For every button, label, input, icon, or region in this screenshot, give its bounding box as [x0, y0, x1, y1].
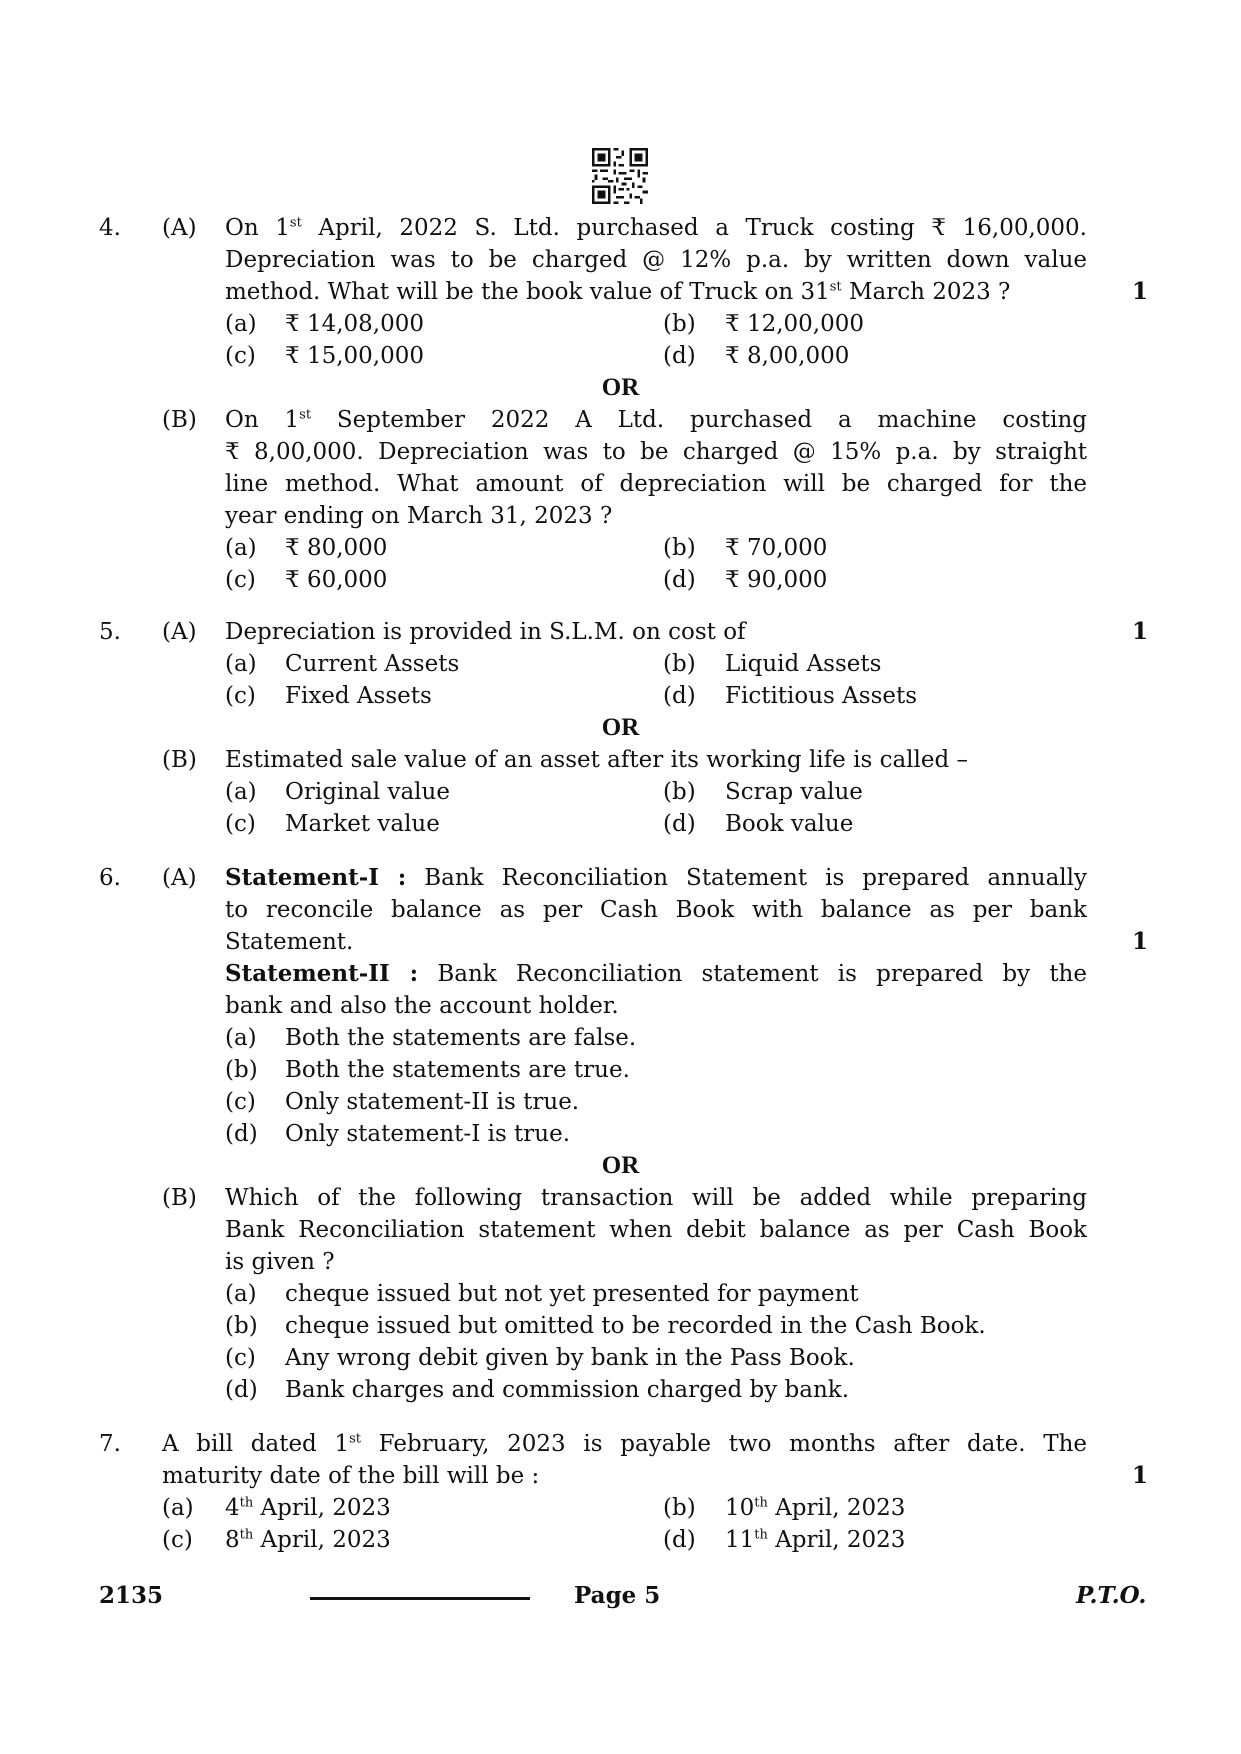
- question-text: Estimated sale value of an asset after its working life is called –: [225, 747, 969, 773]
- option-label: (d): [663, 683, 696, 709]
- question-number: 5.: [99, 619, 121, 645]
- part-label: (A): [162, 865, 197, 891]
- part-label: (B): [162, 747, 197, 773]
- option-label: (d): [225, 1121, 258, 1147]
- question-text: year ending on March 31, 2023 ?: [225, 503, 613, 529]
- option-label: (b): [225, 1057, 258, 1083]
- option-text: Both the statements are true.: [285, 1057, 630, 1083]
- option-text: ₹ 80,000: [285, 535, 388, 561]
- option-label: (c): [225, 1345, 256, 1371]
- option-text: 11th April, 2023: [725, 1527, 906, 1553]
- option-label: (c): [225, 811, 256, 837]
- question-text: Depreciation is provided in S.L.M. on cost of: [225, 619, 746, 645]
- option-label: (d): [663, 567, 696, 593]
- option-text: ₹ 90,000: [725, 567, 828, 593]
- question-text: On 1st April, 2022 S. Ltd. purchased a Truck costing ₹ 16,00,000.: [225, 215, 1087, 241]
- option-text: Only statement-II is true.: [285, 1089, 580, 1115]
- option-label: (a): [162, 1495, 194, 1521]
- question-text: bank and also the account holder.: [225, 993, 619, 1019]
- option-label: (a): [225, 535, 257, 561]
- marks: 1: [1132, 618, 1149, 645]
- option-label: (b): [663, 535, 696, 561]
- option-label: (a): [225, 651, 257, 677]
- option-label: (b): [663, 779, 696, 805]
- option-label: (d): [663, 1527, 696, 1553]
- option-label: (d): [663, 343, 696, 369]
- part-label: (B): [162, 407, 197, 433]
- option-label: (c): [225, 343, 256, 369]
- footer-rule: [310, 1597, 530, 1600]
- option-label: (d): [663, 811, 696, 837]
- option-text: cheque issued but omitted to be recorded in the Cash Book.: [285, 1313, 986, 1339]
- option-label: (c): [225, 1089, 256, 1115]
- option-text: ₹ 15,00,000: [285, 343, 424, 369]
- question-text: maturity date of the bill will be :: [162, 1463, 540, 1489]
- page-number: Page 5: [574, 1582, 661, 1609]
- question-text: to reconcile balance as per Cash Book with balance as per bank: [225, 897, 1087, 923]
- option-text: Scrap value: [725, 779, 863, 805]
- option-text: Any wrong debit given by bank in the Pass Book.: [285, 1345, 855, 1371]
- part-label: (A): [162, 215, 197, 241]
- option-text: Book value: [725, 811, 854, 837]
- question-text: Statement-II : Bank Reconciliation statement is prepared by the: [225, 960, 1087, 987]
- question-text: line method. What amount of depreciation will be charged for the: [225, 471, 1087, 497]
- option-label: (a): [225, 779, 257, 805]
- marks: 1: [1132, 1462, 1149, 1489]
- or-separator: OR: [601, 1152, 640, 1179]
- question-number: 7.: [99, 1431, 121, 1457]
- question-text: method. What will be the book value of Truck on 31st March 2023 ?: [225, 279, 1011, 305]
- question-number: 4.: [99, 215, 121, 241]
- option-text: Only statement-I is true.: [285, 1121, 571, 1147]
- marks: 1: [1132, 278, 1149, 305]
- or-separator: OR: [601, 374, 640, 401]
- or-separator: OR: [601, 714, 640, 741]
- option-text: Both the statements are false.: [285, 1025, 637, 1051]
- option-label: (a): [225, 311, 257, 337]
- question-text: Statement.: [225, 929, 354, 955]
- option-text: Bank charges and commission charged by bank.: [285, 1377, 850, 1403]
- option-label: (c): [225, 683, 256, 709]
- option-label: (a): [225, 1025, 257, 1051]
- option-label: (d): [225, 1377, 258, 1403]
- option-text: ₹ 60,000: [285, 567, 388, 593]
- part-label: (A): [162, 619, 197, 645]
- option-label: (b): [663, 651, 696, 677]
- option-text: ₹ 8,00,000: [725, 343, 850, 369]
- option-text: ₹ 70,000: [725, 535, 828, 561]
- option-text: cheque issued but not yet presented for payment: [285, 1281, 859, 1307]
- option-text: Fictitious Assets: [725, 683, 918, 709]
- question-text: Depreciation was to be charged @ 12% p.a. by written down value: [225, 247, 1087, 273]
- option-text: Original value: [285, 779, 450, 805]
- question-number: 6.: [99, 865, 121, 891]
- option-text: 8th April, 2023: [225, 1527, 391, 1553]
- question-text: is given ?: [225, 1249, 335, 1275]
- question-text: Bank Reconciliation statement when debit balance as per Cash Book: [225, 1217, 1087, 1243]
- question-text: Which of the following transaction will be added while preparing: [225, 1185, 1087, 1211]
- question-text: On 1st September 2022 A Ltd. purchased a machine costing: [225, 407, 1088, 433]
- option-label: (b): [225, 1313, 258, 1339]
- option-text: Liquid Assets: [725, 651, 882, 677]
- question-text: ₹ 8,00,000. Depreciation was to be charged @ 15% p.a. by straight: [225, 439, 1087, 465]
- marks: 1: [1132, 928, 1149, 955]
- option-label: (a): [225, 1281, 257, 1307]
- paper-code: 2135: [99, 1582, 164, 1609]
- option-text: Current Assets: [285, 651, 460, 677]
- option-text: ₹ 14,08,000: [285, 311, 424, 337]
- qr-code-icon: [592, 148, 648, 204]
- option-label: (c): [162, 1527, 193, 1553]
- option-text: 10th April, 2023: [725, 1495, 906, 1521]
- option-label: (c): [225, 567, 256, 593]
- option-text: Fixed Assets: [285, 683, 432, 709]
- question-text: Statement-I : Bank Reconciliation Statement is prepared annually: [225, 864, 1087, 891]
- option-label: (b): [663, 311, 696, 337]
- option-text: 4th April, 2023: [225, 1495, 391, 1521]
- option-text: ₹ 12,00,000: [725, 311, 864, 337]
- part-label: (B): [162, 1185, 197, 1211]
- option-label: (b): [663, 1495, 696, 1521]
- option-text: Market value: [285, 811, 440, 837]
- please-turn-over: P.T.O.: [1076, 1582, 1147, 1609]
- question-text: A bill dated 1st February, 2023 is payable two months after date. The: [162, 1431, 1087, 1457]
